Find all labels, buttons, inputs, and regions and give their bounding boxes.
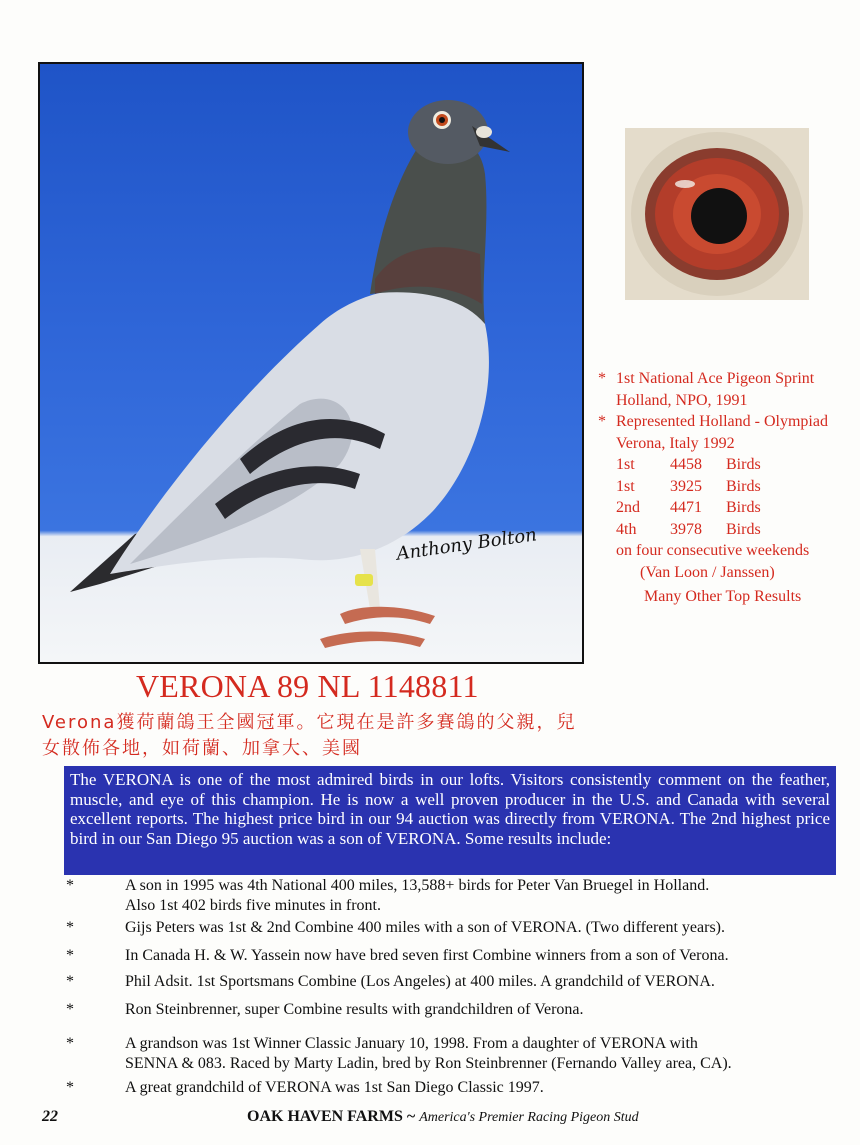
result-unit: Birds bbox=[726, 456, 761, 473]
result-count: 3925 bbox=[670, 477, 702, 495]
bullet-marker: * bbox=[66, 1079, 74, 1096]
result-count: 3978 bbox=[670, 520, 702, 538]
result-place: 2nd bbox=[616, 499, 640, 516]
brand-separator: ~ bbox=[406, 1108, 416, 1125]
list-item bbox=[66, 918, 846, 938]
result-count: 4471 bbox=[670, 499, 702, 516]
bullet-marker: * bbox=[66, 947, 74, 964]
bullet-marker: * bbox=[66, 1035, 74, 1052]
result-text: Holland, NPO, 1991 bbox=[616, 391, 748, 409]
list-item bbox=[66, 946, 846, 966]
list-item bbox=[66, 876, 846, 916]
bullet-marker: * bbox=[598, 413, 606, 430]
photographer-signature: Anthony Bolton bbox=[395, 524, 539, 565]
result-place: 4th bbox=[616, 520, 637, 538]
result-place: 1st bbox=[616, 456, 635, 473]
bullet-marker: * bbox=[66, 1001, 74, 1018]
result-text: 1st National Ace Pigeon Sprint bbox=[616, 370, 815, 387]
list-item-text: SENNA & 083. Raced by Marty Ladin, bred by Ron Steinbrenner (Fernando Valley area, CA). bbox=[125, 1055, 732, 1072]
list-item-text: Gijs Peters was 1st & 2nd Combine 400 miles with a son of VERONA. (Two different years). bbox=[125, 919, 725, 936]
list-item-text: Phil Adsit. 1st Sportsmans Combine (Los Angeles) at 400 miles. A grandchild of VERONA. bbox=[125, 973, 715, 990]
result-bullet bbox=[598, 411, 860, 433]
bullet-marker: * bbox=[598, 370, 606, 387]
brand-tagline: America's Premier Racing Pigeon Stud bbox=[419, 1110, 639, 1125]
result-unit: Birds bbox=[726, 477, 761, 495]
list-item bbox=[66, 1078, 846, 1098]
chinese-line: Verona獲荷蘭鴿王全國冠軍。它現在是許多賽鴿的父親，兒 bbox=[42, 712, 577, 733]
page-title: VERONA 89 NL 1148811 bbox=[136, 668, 479, 704]
list-item bbox=[66, 1034, 846, 1074]
result-bullet bbox=[598, 368, 860, 390]
pigeon-illustration bbox=[40, 64, 584, 664]
result-other: Many Other Top Results bbox=[644, 588, 802, 605]
description-panel: The VERONA is one of the most admired birds in our lofts. Visitors consistently comment on the feather, muscle, and eye of this champion. He is now a well proven producer in the U.S. and Canada with several excellent reports. The highest price bird in our 94 auction was directly from VERONA. The 2nd highest price bird in our San Diego 95 auction was a son of VERONA. Some results include: bbox=[64, 766, 836, 875]
result-breeder: (Van Loon / Janssen) bbox=[640, 563, 775, 581]
list-item-text: A great grandchild of VERONA was 1st San Diego Classic 1997. bbox=[125, 1079, 544, 1096]
chinese-line: 女散佈各地，如荷蘭、加拿大、美國 bbox=[42, 738, 362, 759]
chinese-caption bbox=[42, 710, 702, 762]
result-row bbox=[598, 497, 860, 519]
bullet-marker: * bbox=[66, 877, 74, 894]
bullet-marker: * bbox=[66, 919, 74, 936]
result-row bbox=[598, 454, 860, 476]
result-row bbox=[598, 476, 860, 498]
result-place: 1st bbox=[616, 477, 635, 495]
result-weekends: on four consecutive weekends bbox=[616, 542, 810, 559]
result-unit: Birds bbox=[726, 499, 761, 516]
list-item bbox=[66, 1000, 846, 1020]
result-text: Verona, Italy 1992 bbox=[616, 434, 735, 452]
result-unit: Birds bbox=[726, 520, 761, 538]
list-item-text: A grandson was 1st Winner Classic January 10, 1998. From a daughter of VERONA with bbox=[125, 1035, 698, 1052]
eye-illustration bbox=[625, 128, 809, 300]
footer-brand bbox=[247, 1108, 639, 1126]
result-row bbox=[598, 519, 860, 541]
brand-name: OAK HAVEN FARMS bbox=[247, 1108, 403, 1125]
page-number: 22 bbox=[42, 1108, 58, 1125]
list-item-text: A son in 1995 was 4th National 400 miles, 13,588+ birds for Peter Van Bruegel in Holland. bbox=[125, 877, 710, 894]
pigeon-photo bbox=[38, 62, 584, 664]
bullet-marker: * bbox=[66, 973, 74, 990]
result-text: Represented Holland - Olympiad bbox=[616, 413, 828, 430]
list-item-text: In Canada H. & W. Yassein now have bred seven first Combine winners from a son of Verona. bbox=[125, 947, 729, 964]
result-count: 4458 bbox=[670, 456, 702, 473]
list-item bbox=[66, 972, 846, 992]
list-item-text: Also 1st 402 birds five minutes in front. bbox=[125, 897, 381, 914]
list-item-text: Ron Steinbrenner, super Combine results with grandchildren of Verona. bbox=[125, 1001, 584, 1018]
page-footer bbox=[42, 1108, 822, 1130]
race-results bbox=[598, 368, 860, 608]
eye-closeup-photo bbox=[625, 128, 809, 300]
